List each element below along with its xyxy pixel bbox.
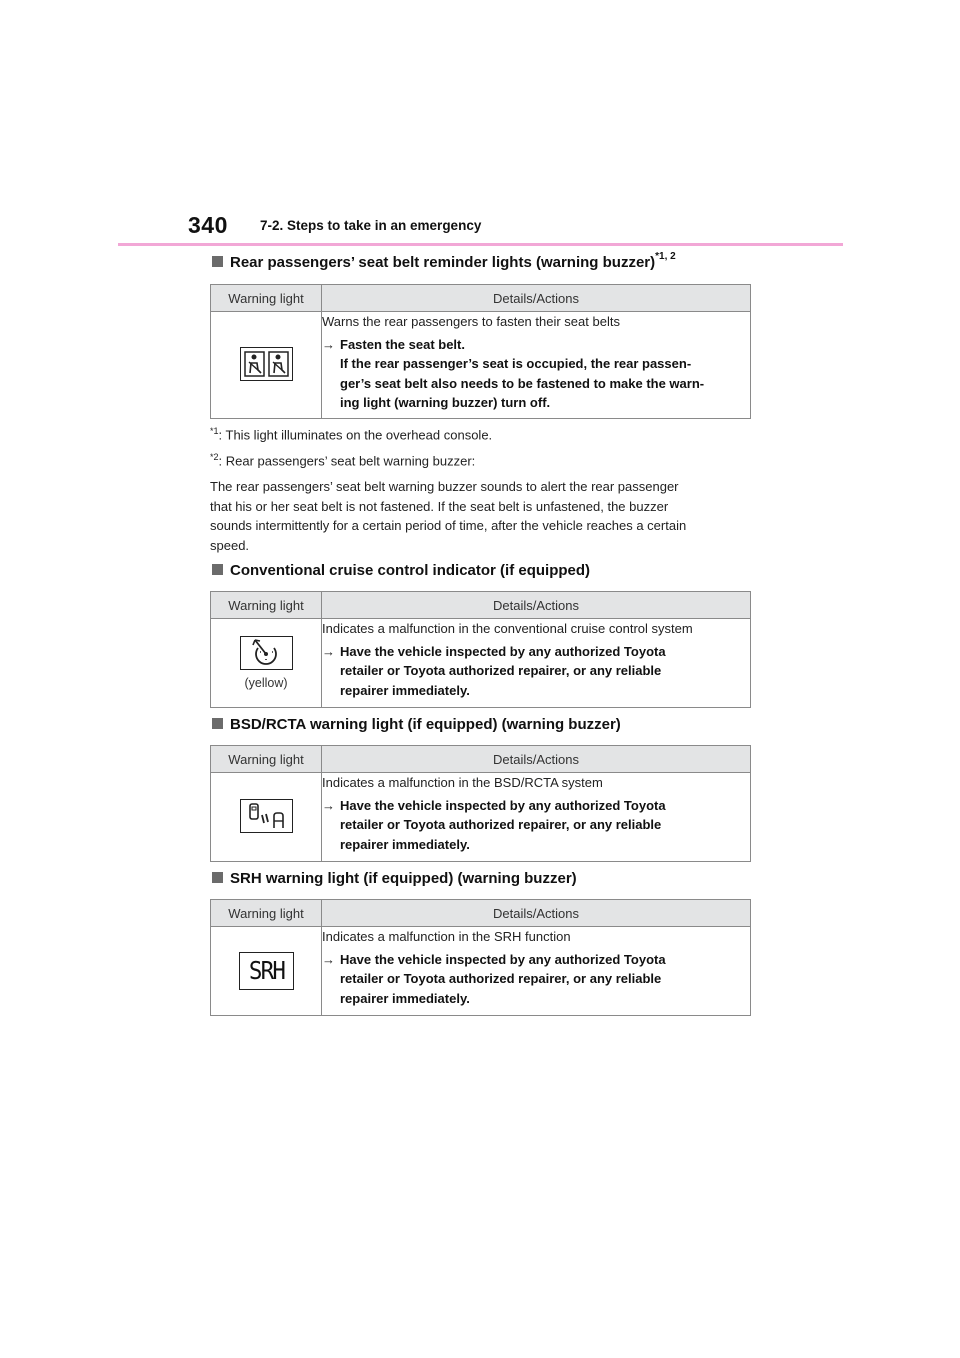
action-item: → Have the vehicle inspected by any authorized Toyota retailer or Toyota authorized repairer, or any reliable repairer immediately. — [322, 796, 750, 855]
icon-cell — [211, 773, 322, 862]
heading-rear-seat-belt: Rear passengers’ seat belt reminder lights (warning buzzer)$^{*1, 2}$ — [212, 253, 676, 271]
heading-bullet-icon — [212, 718, 223, 729]
details-cell — [322, 927, 751, 1016]
buzzer-paragraph: The rear passengers’ seat belt warning buzzer sounds to alert the rear passenger that his or her seat belt is not fastened. If the seat belt is unfastened, the buzzer sounds intermittently for a certain period of time, after the vehicle reaches a certain speed. — [210, 479, 687, 553]
action-item: → Have the vehicle inspected by any authorized Toyota retailer or Toyota authorized repairer, or any reliable repairer immediately. — [322, 642, 750, 701]
rear-seat-belt-reminder-icon — [240, 347, 293, 381]
details-cell — [322, 312, 751, 419]
heading-bullet-icon — [212, 256, 223, 267]
section-title: 7-2. Steps to take in an emergency — [260, 218, 482, 233]
details-text: Warns the rear passengers to fasten their seat belts — [322, 314, 620, 329]
arrow-icon: → — [322, 336, 335, 352]
col-header-warning-light: Warning light — [211, 592, 322, 619]
col-header-details: Details/Actions — [322, 285, 751, 312]
icon-caption: (yellow) — [244, 676, 288, 690]
srh-icon-label: SRH — [248, 956, 284, 985]
icon-cell — [211, 619, 322, 708]
arrow-icon: → — [322, 951, 335, 967]
page-number: 340 — [188, 212, 228, 238]
col-header-details: Details/Actions — [322, 592, 751, 619]
icon-cell — [211, 312, 322, 419]
srh-icon — [239, 952, 294, 990]
icon-cell — [211, 927, 322, 1016]
header-rule — [118, 243, 843, 246]
cruise-control-icon — [240, 636, 293, 670]
action-item: → Fasten the seat belt. If the rear passenger’s seat is occupied, the rear passen- ger’s seat belt also needs to be fastened to make the warn- ing light (warning buzzer) turn off. — [322, 335, 750, 413]
arrow-icon: → — [322, 643, 335, 659]
details-cell — [322, 619, 751, 708]
bsd-rcta-icon — [240, 799, 293, 833]
heading-bsd-rcta: BSD/RCTA warning light (if equipped) (warning buzzer) — [212, 716, 621, 733]
table-cruise-control — [210, 591, 751, 708]
table-srh — [210, 899, 751, 1016]
details-text: Indicates a malfunction in the conventional cruise control system — [322, 621, 693, 636]
heading-cruise-control: Conventional cruise control indicator (if equipped) — [212, 562, 590, 579]
table-rear-seat-belt — [210, 284, 751, 419]
footnote-2: $^{*2}$: Rear passengers’ seat belt warning buzzer: — [210, 452, 476, 469]
arrow-icon: → — [322, 797, 335, 813]
details-cell — [322, 773, 751, 862]
heading-srh: SRH warning light (if equipped) (warning buzzer) — [212, 870, 577, 887]
heading-bullet-icon — [212, 872, 223, 883]
details-text: Indicates a malfunction in the SRH function — [322, 929, 571, 944]
heading-footnote-ref: *1, 2 — [655, 251, 676, 262]
col-header-warning-light: Warning light — [211, 285, 322, 312]
table-bsd-rcta — [210, 745, 751, 862]
details-text: Indicates a malfunction in the BSD/RCTA system — [322, 775, 603, 790]
action-item: → Have the vehicle inspected by any authorized Toyota retailer or Toyota authorized repairer, or any reliable repairer immediately. — [322, 950, 750, 1009]
col-header-warning-light: Warning light — [211, 900, 322, 927]
col-header-warning-light: Warning light — [211, 746, 322, 773]
col-header-details: Details/Actions — [322, 900, 751, 927]
heading-bullet-icon — [212, 564, 223, 575]
col-header-details: Details/Actions — [322, 746, 751, 773]
page-header — [188, 212, 843, 246]
footnote-1: $^{*1}$: This light illuminates on the overhead console. — [210, 426, 493, 443]
